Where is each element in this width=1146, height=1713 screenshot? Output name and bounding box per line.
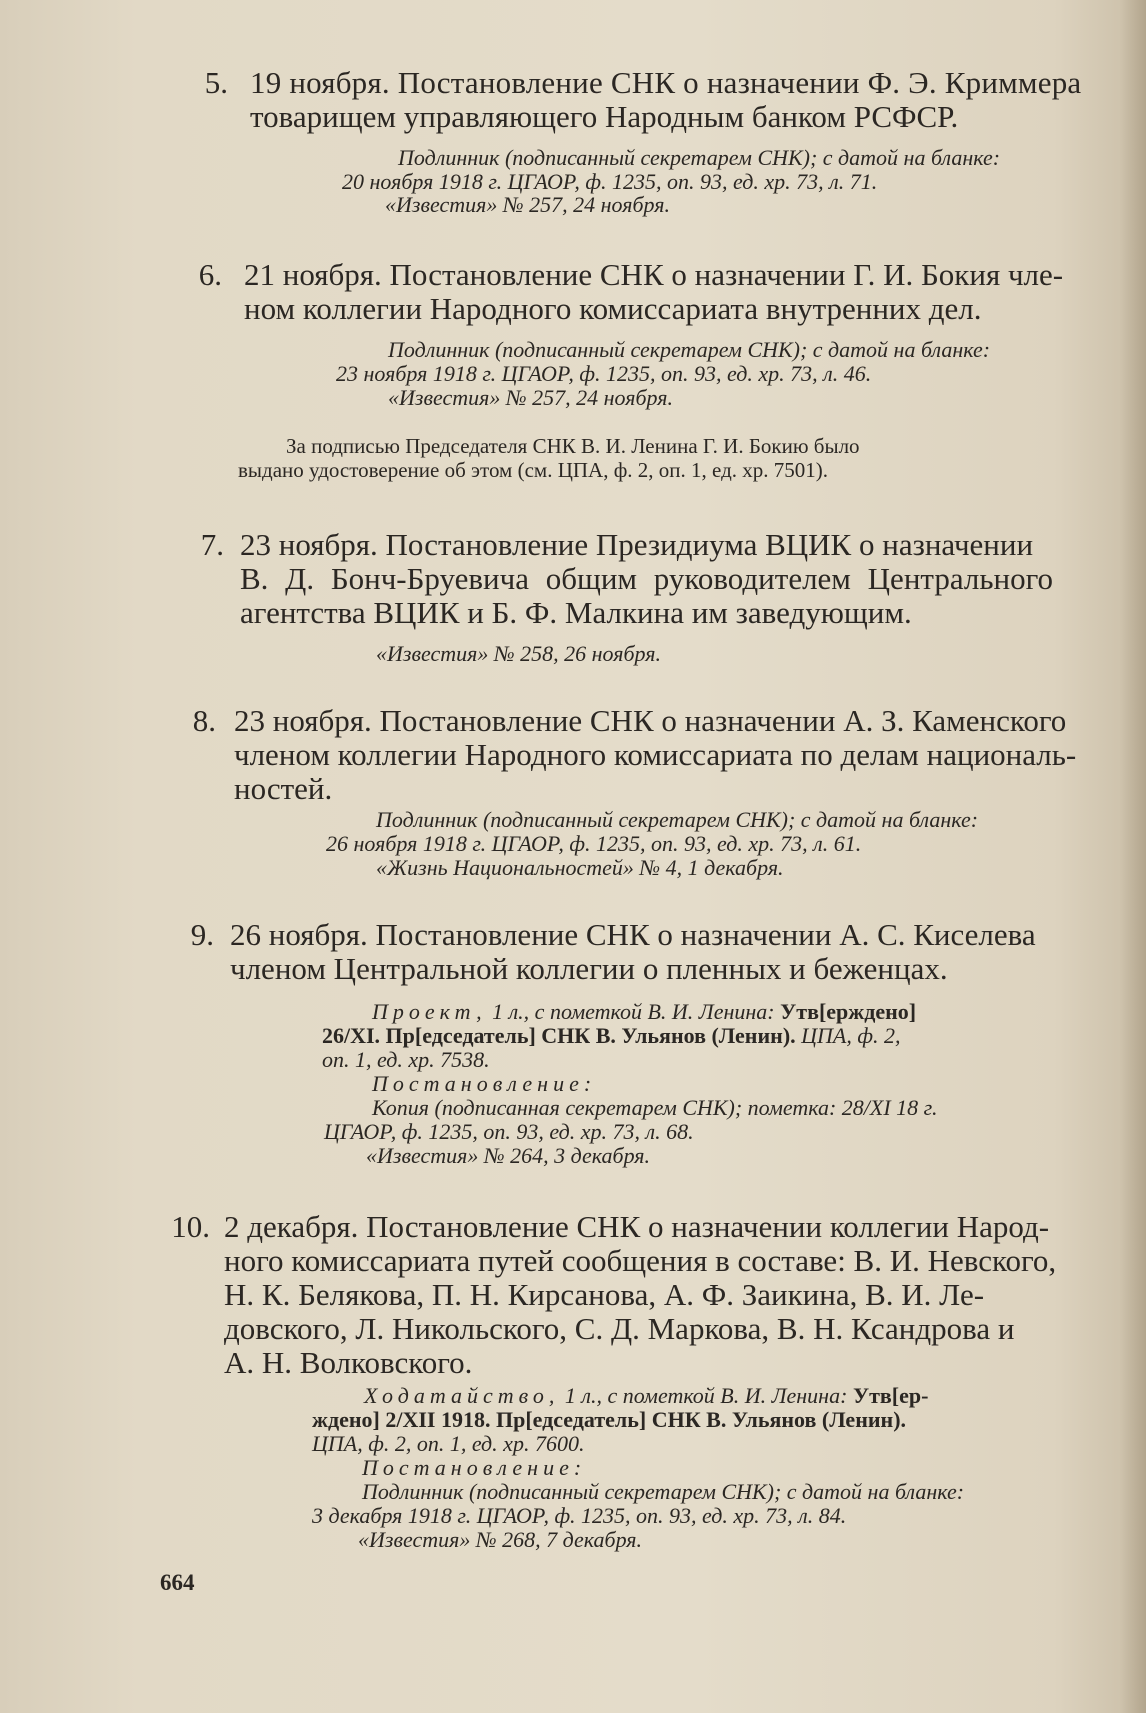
- source-line: Проект, 1 л., с пометкой В. И. Ленина: Утв[ерждено]: [372, 999, 917, 1024]
- source-line: «Известия» № 257, 24 ноября.: [388, 385, 673, 410]
- source-line: 3 декабря 1918 г. ЦГАОР, ф. 1235, оп. 93, ед. хр. 73, л. 84.: [312, 1503, 847, 1528]
- source-line: Подлинник (подписанный секретарем СНК); с датой на бланке:: [362, 1479, 965, 1504]
- source-line: оп. 1, ед. хр. 7538.: [322, 1047, 490, 1072]
- source-line: Подлинник (подписанный секретарем СНК); с датой на бланке:: [398, 145, 1001, 170]
- entry-text-line: ном коллегии Народного комиссариата внутренних дел.: [244, 291, 982, 326]
- page-number: 664: [160, 1570, 195, 1595]
- source-line: «Известия» № 258, 26 ноября.: [376, 641, 661, 666]
- entry-text-line: Н. К. Белякова, П. Н. Кирсанова, А. Ф. Заикина, В. И. Ле-: [224, 1277, 985, 1312]
- source-line: «Жизнь Национальностей» № 4, 1 декабря.: [376, 855, 784, 880]
- entry-text-line: членом Центральной коллегии о пленных и беженцах.: [230, 951, 948, 986]
- entry-text-line: агентства ВЦИК и Б. Ф. Малкина им заведующим.: [240, 595, 912, 630]
- entry-text-line: А. Н. Волковского.: [224, 1345, 473, 1380]
- document-type: Проект,: [372, 999, 487, 1024]
- source-line: «Известия» № 257, 24 ноября.: [385, 192, 670, 217]
- entry-text-line: 19 ноября. Постановление СНК о назначении Ф. Э. Криммера: [250, 65, 1082, 100]
- source-line: ЦПА, ф. 2, оп. 1, ед. хр. 7600.: [312, 1431, 585, 1456]
- source-line: ждено] 2/XII 1918. Пр[едседатель] СНК В. Ульянов (Ленин).: [312, 1407, 907, 1432]
- entry-text-line: ного комиссариата путей сообщения в составе: В. И. Невского,: [224, 1243, 1057, 1278]
- note-line: За подписью Председателя СНК В. И. Ленина Г. И. Бокию было: [286, 434, 860, 458]
- entry-text-line: товарищем управляющего Народным банком РСФСР.: [250, 99, 959, 134]
- document-type: Ходатайство,: [364, 1383, 560, 1408]
- source-line: ЦГАОР, ф. 1235, оп. 93, ед. хр. 73, л. 68.: [324, 1119, 694, 1144]
- source-line: 26 ноября 1918 г. ЦГАОР, ф. 1235, оп. 93, ед. хр. 73, л. 61.: [326, 831, 862, 856]
- source-line: «Известия» № 264, 3 декабря.: [366, 1143, 651, 1168]
- entry-number: 8.: [192, 703, 216, 738]
- section-heading: Постановление:: [372, 1071, 597, 1096]
- source-line: Подлинник (подписанный секретарем СНК); с датой на бланке:: [388, 337, 991, 362]
- entry-number: 7.: [200, 527, 224, 562]
- entry-text-line: 21 ноября. Постановление СНК о назначении Г. И. Бокия чле-: [244, 257, 1064, 292]
- source-line: «Известия» № 268, 7 декабря.: [358, 1527, 643, 1552]
- entry-number: 5.: [204, 65, 228, 100]
- entry-text-line: 2 декабря. Постановление СНК о назначении коллегии Народ-: [224, 1209, 1050, 1244]
- entry-number: 6.: [198, 257, 222, 292]
- entry-text-line: 26 ноября. Постановление СНК о назначении А. С. Киселева: [230, 917, 1036, 952]
- source-line: Подлинник (подписанный секретарем СНК); с датой на бланке:: [376, 807, 979, 832]
- entry-number: 9.: [190, 917, 214, 952]
- entry-text-line: довского, Л. Никольского, С. Д. Маркова, В. Н. Ксандрова и: [224, 1311, 1015, 1346]
- entry-text-line: членом коллегии Народного комиссариата по делам националь-: [234, 737, 1077, 772]
- entry-text-line: 23 ноября. Постановление Президиума ВЦИК о назначении: [240, 527, 1034, 562]
- entry-text-line: 23 ноября. Постановление СНК о назначении А. З. Каменского: [234, 703, 1067, 738]
- entry-text-line: ностей.: [234, 771, 333, 806]
- note-line: выдано удостоверение об этом (см. ЦПА, ф. 2, оп. 1, ед. хр. 7501).: [238, 458, 829, 482]
- source-line: 20 ноября 1918 г. ЦГАОР, ф. 1235, оп. 93, ед. хр. 73, л. 71.: [342, 169, 878, 194]
- source-line: Ходатайство, 1 л., с пометкой В. И. Ленина: Утв[ер-: [364, 1383, 929, 1408]
- source-line: Копия (подписанная секретарем СНК); пометка: 28/XI 18 г.: [372, 1095, 938, 1120]
- source-line: 26/XI. Пр[едседатель] СНК В. Ульянов (Ленин). ЦПА, ф. 2,: [322, 1023, 901, 1048]
- source-line: 23 ноября 1918 г. ЦГАОР, ф. 1235, оп. 93, ед. хр. 73, л. 46.: [336, 361, 872, 386]
- section-heading: Постановление:: [362, 1455, 587, 1480]
- entry-number: 10.: [171, 1209, 210, 1244]
- entry-text-line: В. Д. Бонч-Бруевича общим руководителем Центрального: [240, 561, 1054, 596]
- page-fold-shadow: [1120, 0, 1146, 1713]
